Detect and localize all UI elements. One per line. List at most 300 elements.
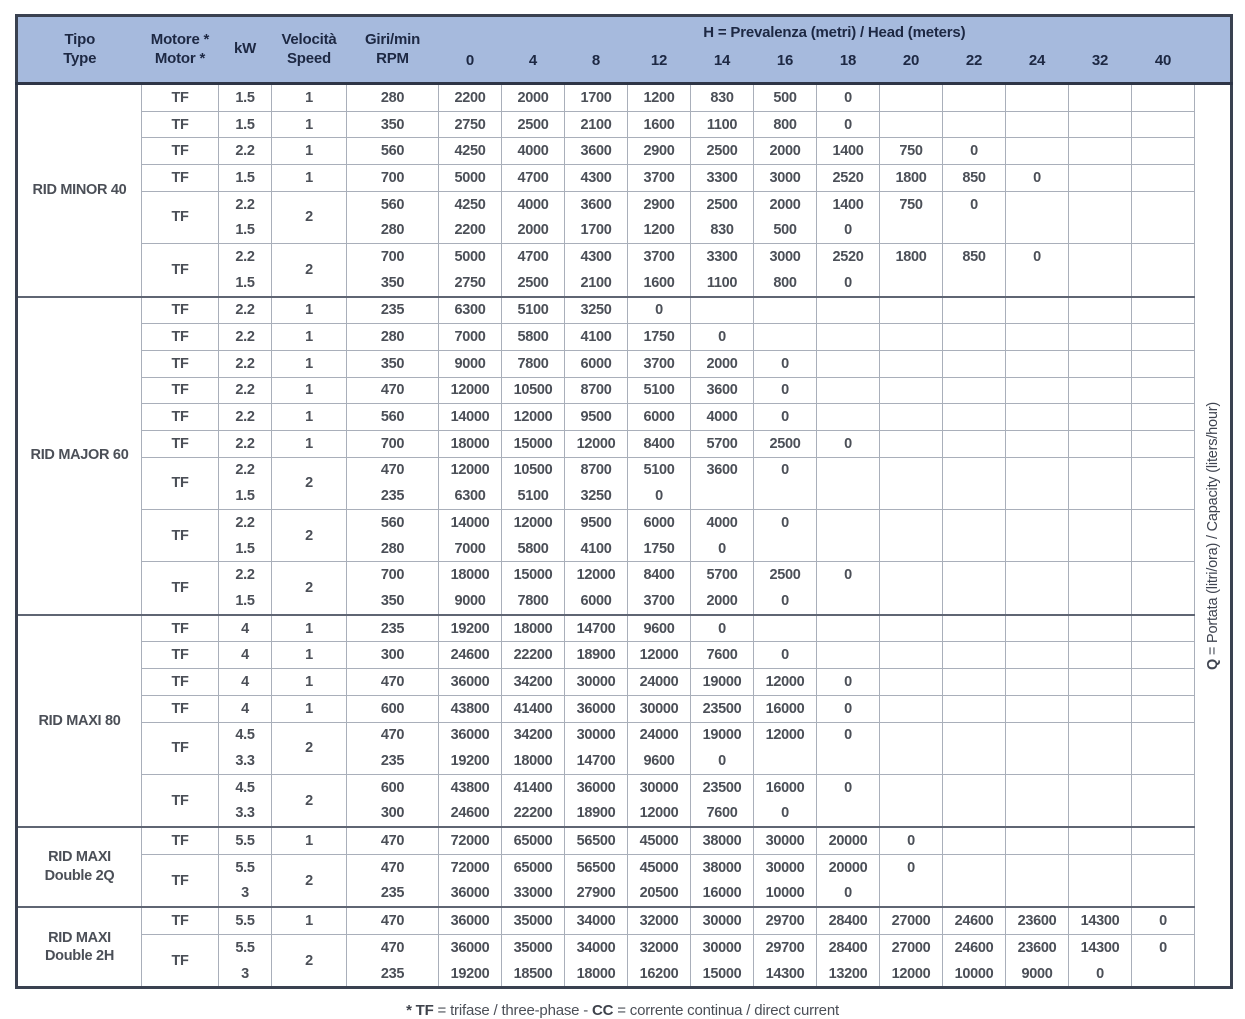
capacity-cell-h16: 500 (754, 84, 817, 112)
kw-cell: 1.5 (219, 483, 272, 509)
rpm-cell: 280 (347, 536, 439, 562)
capacity-cell-h22 (943, 801, 1006, 828)
footnote-abbr: CC (592, 1002, 614, 1019)
capacity-cell-h0: 14000 (439, 510, 502, 536)
motor-cell: TF (142, 562, 219, 615)
capacity-cell-h32 (1069, 138, 1132, 165)
capacity-cell-h16: 30000 (754, 827, 817, 854)
capacity-cell-h4: 15000 (502, 430, 565, 457)
col-header-tipo-line: Type (63, 49, 97, 67)
capacity-cell-h8: 3600 (565, 138, 628, 165)
capacity-cell-h32 (1069, 588, 1132, 615)
capacity-cell-h24 (1006, 457, 1069, 483)
capacity-cell-h14: 30000 (691, 907, 754, 934)
capacity-cell-h32 (1069, 642, 1132, 669)
capacity-cell-h0: 18000 (439, 562, 502, 588)
col-header-motore-line: Motore * (150, 30, 210, 48)
capacity-cell-h16: 10000 (754, 881, 817, 908)
rpm-cell: 280 (347, 84, 439, 112)
table-row (17, 695, 1232, 722)
motor-cell: TF (142, 297, 219, 324)
capacity-cell-h24: 0 (1006, 165, 1069, 192)
capacity-cell-h22 (943, 827, 1006, 854)
capacity-cell-h18: 0 (817, 562, 880, 588)
capacity-cell-h18: 20000 (817, 827, 880, 854)
capacity-cell-h22 (943, 669, 1006, 696)
h-col-12: 12 (628, 50, 691, 84)
motor-cell: TF (142, 827, 219, 854)
kw-cell: 1.5 (219, 84, 272, 112)
capacity-cell-h12: 3700 (628, 244, 691, 270)
capacity-cell-h4: 22200 (502, 642, 565, 669)
capacity-cell-h22 (943, 483, 1006, 509)
capacity-cell-h40: 0 (1132, 907, 1195, 934)
capacity-cell-h22: 10000 (943, 961, 1006, 988)
motor-cell: TF (142, 404, 219, 431)
capacity-cell-h24: 23600 (1006, 935, 1069, 961)
capacity-cell-h22 (943, 510, 1006, 536)
speed-cell: 2 (272, 191, 347, 243)
kw-cell: 2.2 (219, 562, 272, 588)
col-header-kw-line: kW (233, 40, 257, 58)
capacity-cell-h20: 0 (880, 854, 943, 880)
capacity-cell-h16 (754, 748, 817, 774)
capacity-cell-h40 (1132, 669, 1195, 696)
capacity-cell-h12: 32000 (628, 935, 691, 961)
capacity-cell-h40 (1132, 881, 1195, 908)
capacity-cell-h14: 23500 (691, 774, 754, 800)
capacity-cell-h12: 9600 (628, 615, 691, 642)
model-name-cell (17, 907, 142, 988)
capacity-cell-h18: 2520 (817, 165, 880, 192)
capacity-cell-h24 (1006, 404, 1069, 431)
capacity-cell-h12: 5100 (628, 457, 691, 483)
model-name-cell (17, 84, 142, 297)
rpm-cell: 470 (347, 827, 439, 854)
capacity-cell-h12: 20500 (628, 881, 691, 908)
motor-cell: TF (142, 138, 219, 165)
model-name-line: RID MAXI (48, 929, 111, 946)
table-row (17, 297, 1232, 324)
capacity-cell-h40 (1132, 615, 1195, 642)
capacity-cell-h12: 45000 (628, 827, 691, 854)
capacity-cell-h16 (754, 324, 817, 351)
capacity-cell-h12: 24000 (628, 669, 691, 696)
capacity-cell-h12: 45000 (628, 854, 691, 880)
capacity-cell-h32 (1069, 297, 1132, 324)
h-col-4: 4 (502, 50, 565, 84)
h-col-20: 20 (880, 50, 943, 84)
capacity-cell-h24 (1006, 801, 1069, 828)
capacity-cell-h0: 12000 (439, 377, 502, 404)
capacity-cell-h4: 5100 (502, 297, 565, 324)
h-col-32: 32 (1069, 50, 1132, 84)
speed-cell: 1 (272, 350, 347, 377)
capacity-cell-h12: 9600 (628, 748, 691, 774)
capacity-cell-h16: 16000 (754, 695, 817, 722)
capacity-cell-h8: 3250 (565, 297, 628, 324)
capacity-cell-h4: 34200 (502, 669, 565, 696)
kw-cell: 2.2 (219, 297, 272, 324)
capacity-cell-h16: 16000 (754, 774, 817, 800)
h-col-16: 16 (754, 50, 817, 84)
capacity-cell-h32 (1069, 854, 1132, 880)
capacity-cell-h4: 41400 (502, 695, 565, 722)
h-col-14: 14 (691, 50, 754, 84)
capacity-cell-h40 (1132, 483, 1195, 509)
rpm-cell: 350 (347, 588, 439, 615)
capacity-cell-h12: 0 (628, 297, 691, 324)
capacity-cell-h16: 2000 (754, 138, 817, 165)
motor-cell: TF (142, 165, 219, 192)
capacity-cell-h18: 13200 (817, 961, 880, 988)
capacity-cell-h24 (1006, 430, 1069, 457)
capacity-cell-h22 (943, 350, 1006, 377)
capacity-cell-h32 (1069, 827, 1132, 854)
capacity-cell-h24 (1006, 138, 1069, 165)
capacity-cell-h20: 750 (880, 138, 943, 165)
rpm-cell: 300 (347, 801, 439, 828)
capacity-cell-h8: 2100 (565, 270, 628, 297)
rpm-cell: 470 (347, 854, 439, 880)
capacity-cell-h14: 830 (691, 217, 754, 243)
capacity-cell-h32 (1069, 244, 1132, 270)
capacity-cell-h20 (880, 84, 943, 112)
capacity-cell-h12: 12000 (628, 642, 691, 669)
capacity-cell-h8: 8700 (565, 457, 628, 483)
capacity-cell-h8: 4300 (565, 165, 628, 192)
capacity-cell-h14 (691, 483, 754, 509)
capacity-cell-h22: 0 (943, 191, 1006, 217)
footnote (15, 1002, 1230, 1019)
capacity-cell-h24 (1006, 881, 1069, 908)
capacity-cell-h0: 36000 (439, 881, 502, 908)
capacity-cell-h20: 27000 (880, 935, 943, 961)
capacity-cell-h14 (691, 297, 754, 324)
motor-cell: TF (142, 642, 219, 669)
capacity-cell-h22: 850 (943, 165, 1006, 192)
h-col-22: 22 (943, 50, 1006, 84)
h-col-40: 40 (1132, 50, 1195, 84)
head-meters-header-rest: = Prevalenza (metri) / Head (meters) (713, 24, 966, 42)
capacity-cell-h12: 1600 (628, 270, 691, 297)
kw-cell: 2.2 (219, 404, 272, 431)
rpm-cell: 560 (347, 510, 439, 536)
capacity-cell-h32 (1069, 801, 1132, 828)
table-body (17, 84, 1232, 988)
capacity-cell-h22: 850 (943, 244, 1006, 270)
capacity-cell-h20 (880, 695, 943, 722)
capacity-cell-h20 (880, 562, 943, 588)
capacity-cell-h20 (880, 404, 943, 431)
capacity-cell-h16: 2000 (754, 191, 817, 217)
capacity-cell-h18: 0 (817, 774, 880, 800)
capacity-cell-h32 (1069, 350, 1132, 377)
capacity-cell-h8: 4100 (565, 324, 628, 351)
motor-cell: TF (142, 244, 219, 297)
capacity-cell-h0: 24600 (439, 642, 502, 669)
capacity-cell-h18: 0 (817, 111, 880, 138)
col-header-giri (347, 16, 439, 84)
capacity-cell-h12: 6000 (628, 510, 691, 536)
model-name-line: Double 2H (44, 948, 114, 965)
rpm-cell: 350 (347, 350, 439, 377)
capacity-cell-h22 (943, 695, 1006, 722)
capacity-cell-h12: 1600 (628, 111, 691, 138)
col-header-tipo-line: Tipo (64, 30, 96, 48)
capacity-cell-h32 (1069, 111, 1132, 138)
motor-cell: TF (142, 615, 219, 642)
capacity-cell-h18: 0 (817, 722, 880, 748)
capacity-cell-h16: 0 (754, 801, 817, 828)
speed-cell: 2 (272, 774, 347, 827)
kw-cell: 1.5 (219, 536, 272, 562)
capacity-cell-h12: 32000 (628, 907, 691, 934)
capacity-cell-h8: 12000 (565, 562, 628, 588)
capacity-cell-h12: 1200 (628, 217, 691, 243)
capacity-cell-h8: 6000 (565, 588, 628, 615)
col-header-tipo (17, 16, 142, 84)
capacity-cell-h8: 4100 (565, 536, 628, 562)
capacity-cell-h20 (880, 881, 943, 908)
capacity-cell-h14: 7600 (691, 642, 754, 669)
capacity-cell-h40 (1132, 457, 1195, 483)
capacity-cell-h14: 15000 (691, 961, 754, 988)
capacity-cell-h8: 9500 (565, 510, 628, 536)
capacity-cell-h14: 3300 (691, 244, 754, 270)
speed-cell: 1 (272, 669, 347, 696)
kw-cell: 4 (219, 669, 272, 696)
motor-cell: TF (142, 111, 219, 138)
capacity-cell-h0: 6300 (439, 483, 502, 509)
capacity-cell-h8: 4300 (565, 244, 628, 270)
table-row (17, 722, 1232, 748)
capacity-cell-h32 (1069, 191, 1132, 217)
capacity-cell-h14: 4000 (691, 510, 754, 536)
capacity-cell-h40 (1132, 722, 1195, 748)
capacity-cell-h20 (880, 588, 943, 615)
capacity-cell-h0: 2200 (439, 84, 502, 112)
capacity-cell-h24 (1006, 854, 1069, 880)
capacity-cell-h18 (817, 510, 880, 536)
capacity-cell-h20 (880, 270, 943, 297)
capacity-cell-h12: 2900 (628, 138, 691, 165)
capacity-cell-h14: 1100 (691, 111, 754, 138)
rpm-cell: 470 (347, 457, 439, 483)
capacity-cell-h40 (1132, 801, 1195, 828)
capacity-cell-h40 (1132, 297, 1195, 324)
capacity-cell-h12: 12000 (628, 801, 691, 828)
capacity-cell-h18 (817, 297, 880, 324)
table-row (17, 404, 1232, 431)
speed-cell: 1 (272, 404, 347, 431)
capacity-cell-h4: 5100 (502, 483, 565, 509)
capacity-cell-h24 (1006, 695, 1069, 722)
model-name-line: RID MAXI 80 (38, 712, 121, 729)
speed-cell: 2 (272, 854, 347, 907)
capacity-cell-h20 (880, 669, 943, 696)
capacity-cell-h22: 0 (943, 138, 1006, 165)
table-row (17, 350, 1232, 377)
kw-cell: 4.5 (219, 774, 272, 800)
capacity-cell-h22 (943, 324, 1006, 351)
capacity-cell-h20: 1800 (880, 244, 943, 270)
capacity-cell-h24 (1006, 669, 1069, 696)
rpm-cell: 700 (347, 430, 439, 457)
capacity-cell-h0: 43800 (439, 774, 502, 800)
kw-cell: 2.2 (219, 430, 272, 457)
capacity-cell-h20 (880, 722, 943, 748)
capacity-cell-h8: 18900 (565, 642, 628, 669)
capacity-cell-h4: 18000 (502, 615, 565, 642)
table-row (17, 138, 1232, 165)
capacity-cell-h40 (1132, 324, 1195, 351)
capacity-cell-h22 (943, 404, 1006, 431)
col-header-motore (142, 16, 219, 84)
speed-cell: 1 (272, 165, 347, 192)
motor-cell: TF (142, 191, 219, 243)
capacity-cell-h40 (1132, 748, 1195, 774)
capacity-cell-h32 (1069, 377, 1132, 404)
capacity-cell-h32 (1069, 774, 1132, 800)
capacity-cell-h14: 830 (691, 84, 754, 112)
footnote-text: = corrente continua / direct current (613, 1002, 839, 1019)
capacity-cell-h0: 4250 (439, 191, 502, 217)
capacity-cell-h22: 24600 (943, 907, 1006, 934)
capacity-cell-h0: 72000 (439, 854, 502, 880)
capacity-cell-h24 (1006, 377, 1069, 404)
table-row (17, 907, 1232, 934)
capacity-cell-h24 (1006, 722, 1069, 748)
capacity-cell-h12: 1200 (628, 84, 691, 112)
table-row (17, 165, 1232, 192)
capacity-cell-h20: 750 (880, 191, 943, 217)
capacity-cell-h14: 38000 (691, 827, 754, 854)
capacity-cell-h40 (1132, 191, 1195, 217)
capacity-cell-h24 (1006, 536, 1069, 562)
rpm-cell: 300 (347, 642, 439, 669)
rpm-cell: 560 (347, 191, 439, 217)
h-col-trailing (1195, 50, 1232, 84)
capacity-cell-h40 (1132, 854, 1195, 880)
capacity-cell-h40 (1132, 774, 1195, 800)
capacity-cell-h20 (880, 774, 943, 800)
capacity-cell-h16: 0 (754, 457, 817, 483)
capacity-cell-h18: 20000 (817, 854, 880, 880)
capacity-cell-h4: 10500 (502, 377, 565, 404)
col-header-giri-line: RPM (376, 49, 409, 67)
kw-cell: 4.5 (219, 722, 272, 748)
capacity-cell-h8: 3600 (565, 191, 628, 217)
capacity-cell-h14: 30000 (691, 935, 754, 961)
capacity-cell-h12: 3700 (628, 165, 691, 192)
capacity-cell-h18: 0 (817, 669, 880, 696)
motor-cell: TF (142, 669, 219, 696)
capacity-cell-h12: 8400 (628, 562, 691, 588)
motor-cell: TF (142, 430, 219, 457)
rpm-cell: 470 (347, 722, 439, 748)
capacity-cell-h18: 1400 (817, 138, 880, 165)
capacity-cell-h24 (1006, 642, 1069, 669)
capacity-cell-h24 (1006, 510, 1069, 536)
table-row (17, 377, 1232, 404)
capacity-cell-h4: 18000 (502, 748, 565, 774)
capacity-cell-h8: 9500 (565, 404, 628, 431)
kw-cell: 4 (219, 695, 272, 722)
header-row-1 (17, 16, 1232, 51)
motor-cell: TF (142, 457, 219, 509)
capacity-cell-h32 (1069, 217, 1132, 243)
capacity-cell-h8: 36000 (565, 774, 628, 800)
capacity-cell-h18 (817, 377, 880, 404)
kw-cell: 2.2 (219, 510, 272, 536)
speed-cell: 1 (272, 324, 347, 351)
model-name-line: RID MAXI (48, 849, 111, 866)
capacity-cell-h14: 2000 (691, 588, 754, 615)
capacity-side-label-bold: Q (1204, 658, 1221, 670)
capacity-cell-h40 (1132, 562, 1195, 588)
capacity-cell-h22 (943, 615, 1006, 642)
rpm-cell: 700 (347, 562, 439, 588)
capacity-cell-h22 (943, 562, 1006, 588)
capacity-cell-h4: 10500 (502, 457, 565, 483)
rpm-cell: 280 (347, 324, 439, 351)
capacity-cell-h18: 0 (817, 695, 880, 722)
table-row (17, 510, 1232, 536)
capacity-cell-h4: 33000 (502, 881, 565, 908)
capacity-cell-h16: 800 (754, 270, 817, 297)
capacity-cell-h8: 2100 (565, 111, 628, 138)
capacity-cell-h18 (817, 324, 880, 351)
kw-cell: 1.5 (219, 165, 272, 192)
motor-cell: TF (142, 377, 219, 404)
capacity-side-label (1205, 402, 1221, 670)
col-header-kw (219, 16, 272, 84)
capacity-cell-h18 (817, 483, 880, 509)
capacity-cell-h16: 0 (754, 350, 817, 377)
motor-cell: TF (142, 510, 219, 562)
capacity-cell-h40 (1132, 111, 1195, 138)
rpm-cell: 560 (347, 404, 439, 431)
capacity-cell-h16: 12000 (754, 722, 817, 748)
capacity-cell-h40 (1132, 695, 1195, 722)
capacity-cell-h8: 3250 (565, 483, 628, 509)
capacity-cell-h32 (1069, 695, 1132, 722)
capacity-cell-h32 (1069, 510, 1132, 536)
speed-cell: 2 (272, 935, 347, 988)
speed-cell: 2 (272, 510, 347, 562)
table-row (17, 669, 1232, 696)
capacity-cell-h40 (1132, 165, 1195, 192)
capacity-cell-h4: 4700 (502, 244, 565, 270)
capacity-cell-h24 (1006, 191, 1069, 217)
capacity-cell-h16: 29700 (754, 907, 817, 934)
capacity-cell-h22 (943, 854, 1006, 880)
rpm-cell: 235 (347, 748, 439, 774)
capacity-cell-h16 (754, 615, 817, 642)
table-header (17, 16, 1232, 84)
capacity-cell-h4: 5800 (502, 536, 565, 562)
capacity-cell-h40 (1132, 510, 1195, 536)
capacity-cell-h0: 5000 (439, 165, 502, 192)
capacity-cell-h20 (880, 430, 943, 457)
capacity-cell-h0: 9000 (439, 588, 502, 615)
capacity-cell-h24 (1006, 483, 1069, 509)
capacity-cell-h18: 28400 (817, 935, 880, 961)
motor-cell: TF (142, 854, 219, 907)
table-row (17, 854, 1232, 880)
capacity-cell-h40 (1132, 377, 1195, 404)
